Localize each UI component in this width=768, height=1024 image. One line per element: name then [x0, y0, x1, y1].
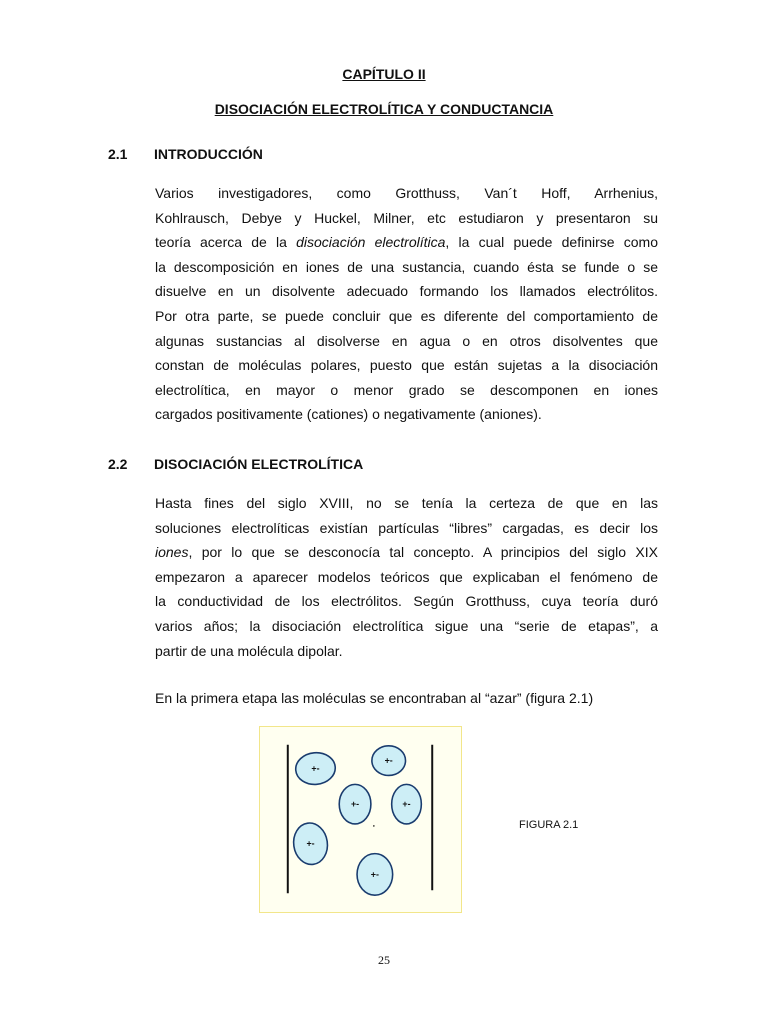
text-line: cargados positivamente (cationes) o negativamente (aniones). — [155, 406, 542, 423]
section-title: INTRODUCCIÓN — [154, 146, 263, 162]
molecule-label: +- — [306, 838, 315, 849]
molecule-label: +- — [350, 799, 360, 810]
text-run: , la cual puede definirse como — [445, 234, 658, 251]
text-line: Hasta fines del siglo XVIII, no se tenía la certeza de que en las — [155, 495, 658, 511]
text-line: Varios investigadores, como Grotthuss, Van´t Hoff, Arrhenius, — [155, 185, 658, 201]
molecule-label: +- — [311, 763, 320, 774]
intro-paragraph — [155, 181, 658, 427]
section-title: DISOCIACIÓN ELECTROLÍTICA — [154, 456, 364, 472]
text-line: partir de una molécula dipolar. — [155, 642, 343, 659]
section-number: 2.2 — [108, 456, 128, 472]
text-line: constan de moléculas polares, puesto que están sujetas a la disociación — [155, 357, 658, 374]
text-line: En la primera etapa las moléculas se encontraban al “azar” (figura 2.1) — [155, 690, 594, 706]
text-line — [155, 230, 658, 255]
molecule-diagram — [260, 727, 461, 912]
molecule-label: +- — [402, 799, 411, 810]
section-number: 2.1 — [108, 146, 128, 162]
text-line: electrolítica, en mayor o menor grado se descomponen en iones — [155, 381, 658, 398]
text-line: varios años; la disociación electrolítica sigue una “serie de etapas”, a — [155, 617, 658, 634]
dissociation-paragraph — [155, 491, 658, 663]
section-heading-2-2 — [108, 456, 363, 472]
figure-molecules — [259, 726, 462, 913]
text-line: la conductividad de los electrólitos. Según Grotthuss, cuya teoría duró — [155, 593, 658, 610]
text-line: empezaron a aparecer modelos teóricos que explicaban el fenómeno de — [155, 568, 658, 585]
figure-caption: FIGURA 2.1 — [519, 819, 579, 831]
text-line: disuelve en un disolvente adecuado formando los llamados electrólitos. — [155, 283, 658, 300]
text-line: Por otra parte, se puede concluir que es diferente del comportamiento de — [155, 307, 658, 324]
dot-mark — [373, 825, 375, 827]
page-number: 25 — [378, 953, 390, 967]
section-heading-2-1 — [108, 146, 263, 162]
text-line: Kohlrausch, Debye y Huckel, Milner, etc estudiaron y presentaron su — [155, 209, 658, 226]
text-line: la descomposición en iones de una sustancia, cuando ésta se funde o se — [155, 258, 658, 275]
text-run: , por lo que se desconocía tal concepto. A principios del siglo XIX — [188, 544, 658, 561]
stage-paragraph — [155, 686, 658, 711]
text-line: soluciones electrolíticas existían partículas “libres” cargadas, es decir los — [155, 519, 658, 536]
molecule-label: +- — [384, 755, 393, 766]
molecule-group — [291, 746, 421, 895]
emphasis-term: disociación electrolítica — [296, 234, 446, 251]
text-run: teoría acerca de la — [155, 234, 297, 251]
chapter-title: DISOCIACIÓN ELECTROLÍTICA Y CONDUCTANCIA — [214, 101, 554, 117]
chapter-heading: CAPÍTULO II — [342, 66, 426, 82]
molecule-label: +- — [370, 869, 379, 880]
text-line: algunas sustancias al disolverse en agua o en otros disolventes que — [155, 332, 658, 349]
emphasis-term: iones — [155, 544, 189, 561]
text-line — [155, 540, 658, 565]
